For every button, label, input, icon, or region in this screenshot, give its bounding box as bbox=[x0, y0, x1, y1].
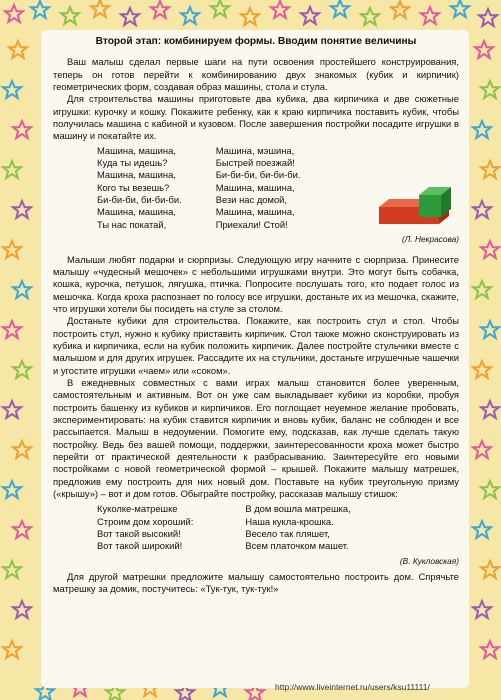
poem-matryoshka-left-column bbox=[97, 503, 193, 552]
poem-line: Весело так пляшет, bbox=[245, 528, 330, 540]
poem-line: Би-би-би, би-би-би. bbox=[215, 169, 301, 181]
poem-line: Вот такой высокий! bbox=[97, 528, 181, 540]
poem-line: Всем платочком машет. bbox=[245, 540, 349, 552]
poem-line: Би-би-би, би-би-би. bbox=[97, 194, 182, 206]
poem-line: Строим дом хороший: bbox=[97, 515, 194, 527]
poem-line: Машина, машина, bbox=[215, 206, 295, 218]
poem-car-citation: (Л. Некрасова) bbox=[401, 234, 459, 245]
poem-line: Машина, машина, bbox=[97, 144, 176, 156]
paragraph-4: Достаньте кубики для строительства. Покажите, как построить стул и стол. Чтобы построить стул, нужно к кубику приставить кирпичик. Стол также можно сконструировать из кубика и кирпичика, если на кубик положить кирпичик. Далее постройте стульчики вместе с малышом и для других игрушек. Рассадите их на стульчики, достаньте игрушечные чашечки и угостите игрушки «чаем» или «соком». bbox=[53, 315, 459, 376]
paragraph-3: Малыши любят подарки и сюрпризы. Следующую игру начните с сюрприза. Принесите малышу «чудесный мешочек» с небольшими игрушками внутри. Это могут быть собачка, кошка, курочка, петушок, лягушка, птичка. Попросите послушать того, кто подает голос из мешочка. Когда кроха распознает по голосу все игрушки, достаньте их из мешочка, скажите, что игрушки хотели бы посидеть на стуле за столом. bbox=[53, 253, 459, 314]
cube-front-face bbox=[419, 195, 441, 217]
poem-line: В дом вошла матрешка, bbox=[245, 503, 351, 515]
watermark-url: http://www.liveinternet.ru/users/ksu11111/ bbox=[275, 682, 430, 692]
poem-matryoshka-right-column bbox=[245, 503, 350, 552]
poem-line: Вот такой широкий! bbox=[97, 540, 183, 552]
poem-line: Куколке-матрешке bbox=[97, 503, 178, 515]
poem-matryoshka-citation: (В. Кукловская) bbox=[399, 555, 459, 566]
section-title: Второй этап: комбинируем формы. Вводим понятие величины bbox=[95, 36, 417, 47]
poem-line: Машина, машина, bbox=[97, 206, 176, 218]
poem-line: Куда ты идешь? bbox=[97, 157, 168, 169]
car-blocks-illustration bbox=[375, 185, 461, 227]
paragraph-1: Ваш малыш сделал первые шаги на пути освоения простейшего конструирования, теперь он готов перейти к комбинированию двух знакомых (кубик и кирпичик) геометрических форм, создавая образ машины, стола и стула. bbox=[53, 56, 459, 93]
poem-line: Машина, мэшина, bbox=[215, 144, 295, 156]
poem-line: Кого ты везешь? bbox=[97, 181, 170, 193]
paragraph-2: Для строительства машины приготовьте два кубика, два кирпичика и две сюжетные игрушки: курочку и кошку. Покажите ребенку, как к краю кирпичика поставить кубик, чтобы получилась машина с кабиной и кузовом. После завершения постройки посадите игрушки в машину и покатайте их. bbox=[53, 93, 459, 142]
poem-car-left-column bbox=[97, 145, 182, 231]
poem-line: Машина, машина, bbox=[215, 181, 295, 193]
page-content bbox=[53, 36, 459, 596]
poem-matryoshka bbox=[97, 503, 459, 552]
paragraph-5: В ежедневных совместных с вами играх малыш становится более уверенным, самостоятельным и активным. Вот он уже сам выкладывает кубики из коробки, пробуя построить башенку из кубиков и кирпичиков. Его поглощает неуемное желание пробовать, экспериментировать: на кубик ставится кирпичик и вновь кубик, баланс не соблюден и все рассыпается. Малыш в недоумении. Помогите ему, подсказав, как лучше сделать такую постройку. Ведь без вашей помощи, поддержки, заинтересованности кроха может быстро перейти от практической деятельности к разбрасыванию. Заинтересуйте его новыми постройками с новой геометрической формой – крышей. Покажите малышу матрешек, предложив ему построить для них новый дом. Поставьте на кубик треугольную призму («крышу») – вот и дом готов. Обыграйте постройку, рассказав малышу стишок: bbox=[53, 376, 459, 500]
poem-line: Машина, машина, bbox=[97, 169, 176, 181]
poem-line: Приехали! Стой! bbox=[215, 218, 288, 230]
poem-car-right-column bbox=[216, 145, 301, 231]
poem-line: Наша кукла-крошка. bbox=[245, 515, 334, 527]
poem-line: Быстрей поезжай! bbox=[215, 157, 295, 169]
paragraph-6: Для другой матрешки предложите малышу самостоятельно построить дом. Спрячьте матрешку за домик, постучитесь: «Тук-тук, тук-тук!» bbox=[53, 571, 459, 595]
poem-line: Вези нас домой, bbox=[215, 194, 288, 206]
poem-line: Ты нас покатай, bbox=[97, 218, 167, 230]
